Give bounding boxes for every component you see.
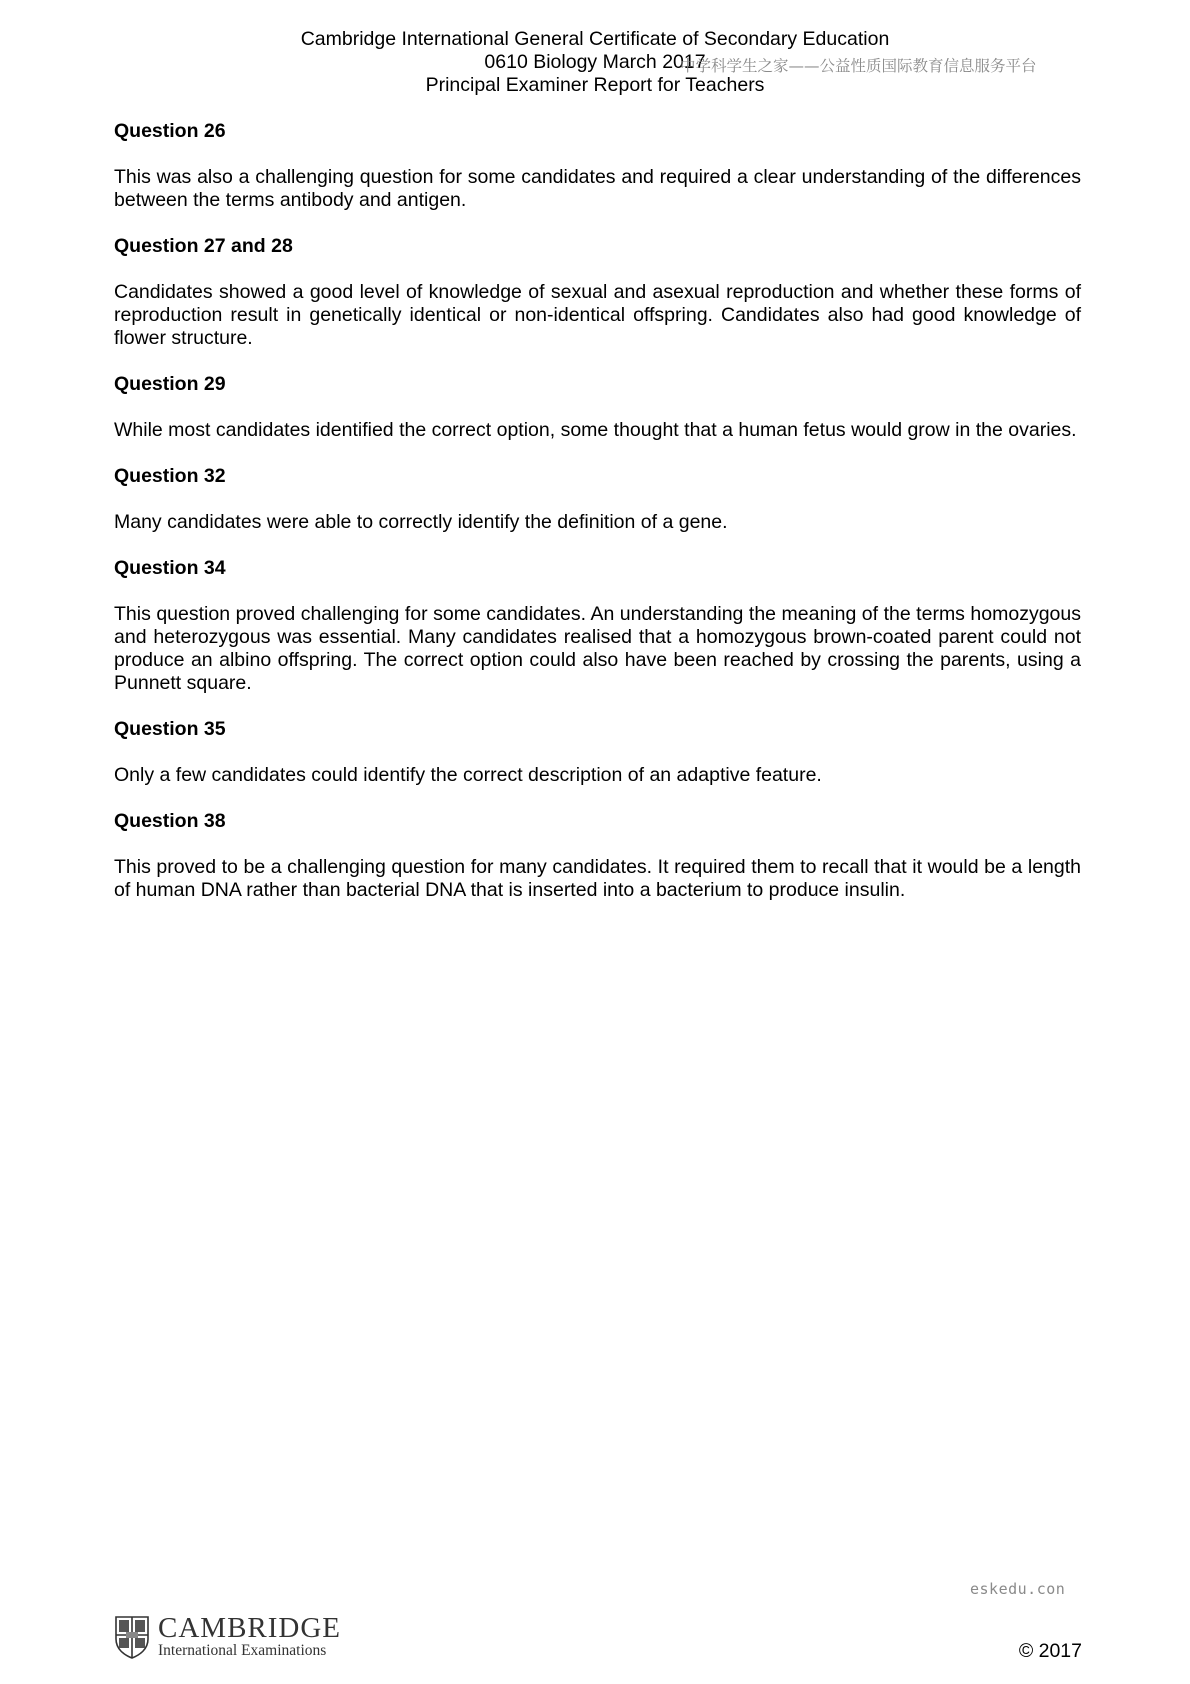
header-line-3: Principal Examiner Report for Teachers <box>425 74 765 96</box>
logo-main-text: CAMBRIDGE <box>158 1612 342 1644</box>
question-text: This was also a challenging question for some candidates and required a clear understanding of the differences between the terms antibody and antigen. <box>114 166 1081 211</box>
question-text: Candidates showed a good level of knowledge of sexual and asexual reproduction and whether these forms of reproduction result in genetically identical or non-identical offspring. Candidates also had good knowledge of flower structure. <box>114 281 1081 349</box>
question-heading: Question 34 <box>114 557 226 579</box>
logo-sub-text: International Examinations <box>158 1642 327 1659</box>
question-heading: Question 38 <box>114 810 226 832</box>
watermark-top: 中学科学生之家——公益性质国际教育信息服务平台 <box>680 57 1037 75</box>
question-section-34 <box>114 557 1081 695</box>
question-heading: Question 32 <box>114 465 226 487</box>
report-content <box>114 120 1081 925</box>
header-line-1: Cambridge International General Certificate of Secondary Education <box>300 28 890 50</box>
question-heading: Question 26 <box>114 120 226 142</box>
question-text: This proved to be a challenging question for many candidates. It required them to recall that it would be a length of human DNA rather than bacterial DNA that is inserted into a bacterium to produce insulin. <box>114 856 1081 901</box>
question-heading: Question 35 <box>114 718 226 740</box>
watermark-bottom: eskedu.con <box>970 1580 1066 1598</box>
question-heading: Question 27 and 28 <box>114 235 293 257</box>
question-text: Only a few candidates could identify the correct description of an adaptive feature. <box>114 764 822 786</box>
question-section-38 <box>114 810 1081 902</box>
question-heading: Question 29 <box>114 373 226 395</box>
copyright: © 2017 <box>1018 1640 1082 1662</box>
question-section-32 <box>114 465 1081 534</box>
question-text: This question proved challenging for some candidates. An understanding the meaning of the terms homozygous and heterozygous was essential. Many candidates realised that a homozygous brown-coated parent could not produce an albino offspring. The correct option could also have been reached by crossing the parents, using a Punnett square. <box>114 603 1081 694</box>
question-section-27-28 <box>114 235 1081 350</box>
header-line-2: 0610 Biology March 2017 <box>484 51 706 73</box>
question-section-29 <box>114 373 1081 442</box>
shield-crest-icon <box>114 1615 150 1659</box>
question-text: Many candidates were able to correctly identify the definition of a gene. <box>114 511 728 533</box>
cambridge-logo <box>114 1614 341 1660</box>
question-section-26 <box>114 120 1081 212</box>
question-text: While most candidates identified the correct option, some thought that a human fetus would grow in the ovaries. <box>114 419 1077 441</box>
question-section-35 <box>114 718 1081 787</box>
